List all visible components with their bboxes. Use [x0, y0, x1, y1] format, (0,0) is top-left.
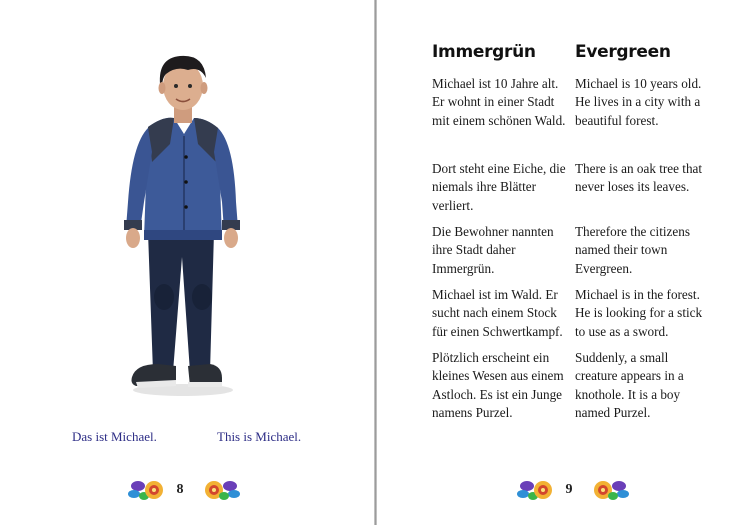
- paragraph-en-3: Therefore the citizens named their town Evergreen.: [575, 224, 690, 276]
- michael-illustration: [118, 52, 248, 402]
- caption-german: Das ist Michael.: [72, 429, 157, 444]
- page-number-right: 9: [565, 482, 573, 497]
- right-page: [377, 0, 750, 525]
- paragraph-en-1: Michael is 10 years old. He lives in a city with a beautiful forest.: [575, 76, 702, 128]
- english-text-column: [575, 75, 710, 422]
- left-page: [0, 0, 374, 525]
- colorful-flower-ornament-icon: [202, 476, 242, 504]
- paragraph-en-5: Suddenly, a small creature appears in a knothole. It is a boy named Purzel.: [575, 350, 684, 420]
- paragraph-en-2: There is an oak tree that never loses its leaves.: [575, 161, 703, 195]
- paragraph-de-2: Dort steht eine Eiche, die niemals ihre Blätter verliert.: [432, 161, 566, 213]
- caption-english: This is Michael.: [217, 429, 302, 444]
- heading-english: Evergreen: [575, 42, 671, 62]
- paragraph-de-3: Die Bewohner nannten ihre Stadt daher Immergrün.: [432, 224, 554, 276]
- page-footer: [515, 476, 630, 506]
- colorful-flower-ornament-icon: [515, 476, 555, 504]
- paragraph-de-1: Michael ist 10 Jahre alt. Er wohnt in einer Stadt mit einem schönen Wald.: [432, 76, 566, 128]
- heading-german: Immergrün: [432, 42, 536, 62]
- paragraph-en-4: Michael is in the forest. He is looking for a stick to use as a sword.: [575, 287, 703, 339]
- page-footer: [126, 476, 241, 506]
- paragraph-de-5: Plötzlich erscheint ein kleines Wesen aus einem Astloch. Es ist ein Junge namens Purzel.: [432, 350, 564, 420]
- page-number-left: 8: [176, 482, 184, 497]
- german-text-column: [432, 75, 567, 422]
- paragraph-de-4: Michael ist im Wald. Er sucht nach einem Stock für einen Schwertkampf.: [432, 287, 563, 339]
- colorful-flower-ornament-icon: [126, 476, 166, 504]
- colorful-flower-ornament-icon: [591, 476, 631, 504]
